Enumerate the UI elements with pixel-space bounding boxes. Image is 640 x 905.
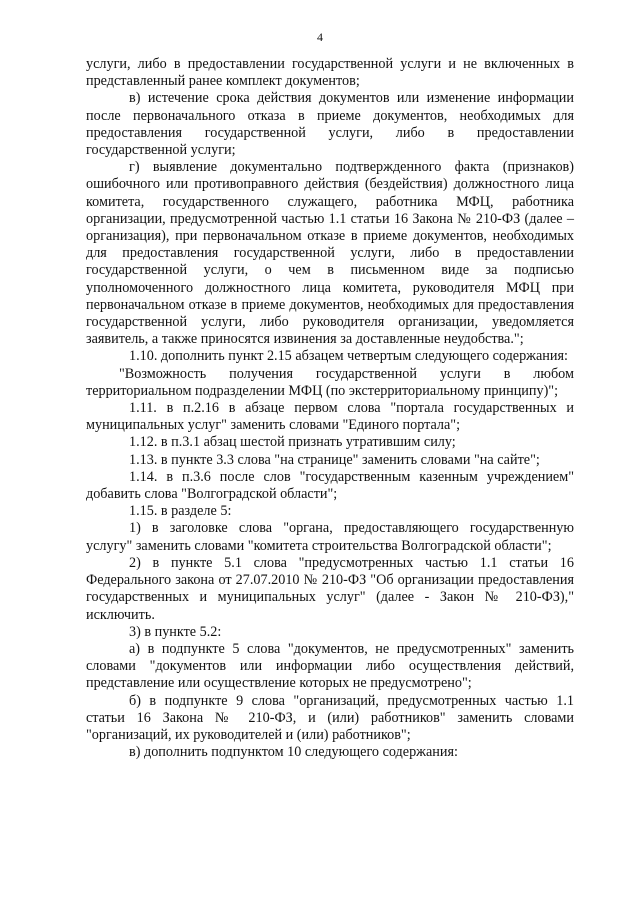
paragraph: услуги, либо в предоставлении государственной услуги и не включенных в представленный ранее комплект документов; [86, 56, 574, 90]
paragraph: 1.10. дополнить пункт 2.15 абзацем четвертым следующего содержания: [129, 348, 568, 365]
paragraph: в) истечение срока действия документов или изменение информации после первоначального отказа в приеме документов, необходимых для предоставления государственной услуги, либо в предоставлении государственной услуги; [86, 90, 574, 159]
paragraph: в) дополнить подпунктом 10 следующего содержания: [129, 744, 458, 761]
paragraph: 1.14. в п.3.6 после слов "государственным казенным учреждением" добавить слова "Волгоградской области"; [86, 468, 574, 503]
paragraph: 1.12. в п.3.1 абзац шестой признать утратившим силу; [129, 434, 456, 451]
document-body [86, 56, 574, 761]
paragraph: "Возможность получения государственной услуги в любом территориальном подразделении МФЦ (по экстерриториальному принципу)"; [86, 365, 574, 399]
paragraph: 1.13. в пункте 3.3 слова "на странице" заменить словами "на сайте"; [129, 451, 540, 468]
paragraph: 3) в пункте 5.2: [129, 623, 222, 640]
page-number: 4 [317, 30, 323, 44]
paragraph: г) выявление документально подтвержденного факта (признаков) ошибочного или противоправного действия (бездействия) должностного лица комитета, государственного служащего, работника МФЦ, работника организации, предусмотренной частью 1.1 статьи 16 Закона № 210-ФЗ (далее – организация), при первоначальном отказе в приеме документов, необходимых для предоставления государственной услуги, либо в предоставлении государственной услуги, о чем в письменном виде за подписью уполномоченного должностного лица комитета, руководителя МФЦ при первоначальном отказе в приеме документов, необходимых для предоставления государственной услуги, либо руководителя организации, уведомляется заявитель, а также приносятся извинения за доставленные неудобства."; [86, 159, 574, 348]
paragraph: а) в подпункте 5 слова "документов, не предусмотренных" заменить словами "документов или информации либо осуществления действий, представление или осуществление которых не предусмотрено"; [86, 640, 574, 692]
paragraph: 2) в пункте 5.1 слова "предусмотренных частью 1.1 статьи 16 Федерального закона от 27.07.2010 № 210-ФЗ "Об организации предоставления государственных и муниципальных услуг" (далее - Закон № 210-ФЗ)," исключить. [86, 554, 574, 623]
paragraph: 1.15. в разделе 5: [129, 503, 232, 520]
paragraph: б) в подпункте 9 слова "организаций, предусмотренных частью 1.1 статьи 16 Закона № 210-ФЗ, и (или) работников" заменить словами "организаций, их руководителей и (или) работников"; [86, 692, 574, 743]
paragraph: 1.11. в п.2.16 в абзаце первом слова "портала государственных и муниципальных услуг" заменить словами "Единого портала"; [86, 400, 574, 434]
paragraph: 1) в заголовке слова "органа, предоставляющего государственную услугу" заменить словами "комитета строительства Волгоградской области"; [86, 520, 574, 554]
